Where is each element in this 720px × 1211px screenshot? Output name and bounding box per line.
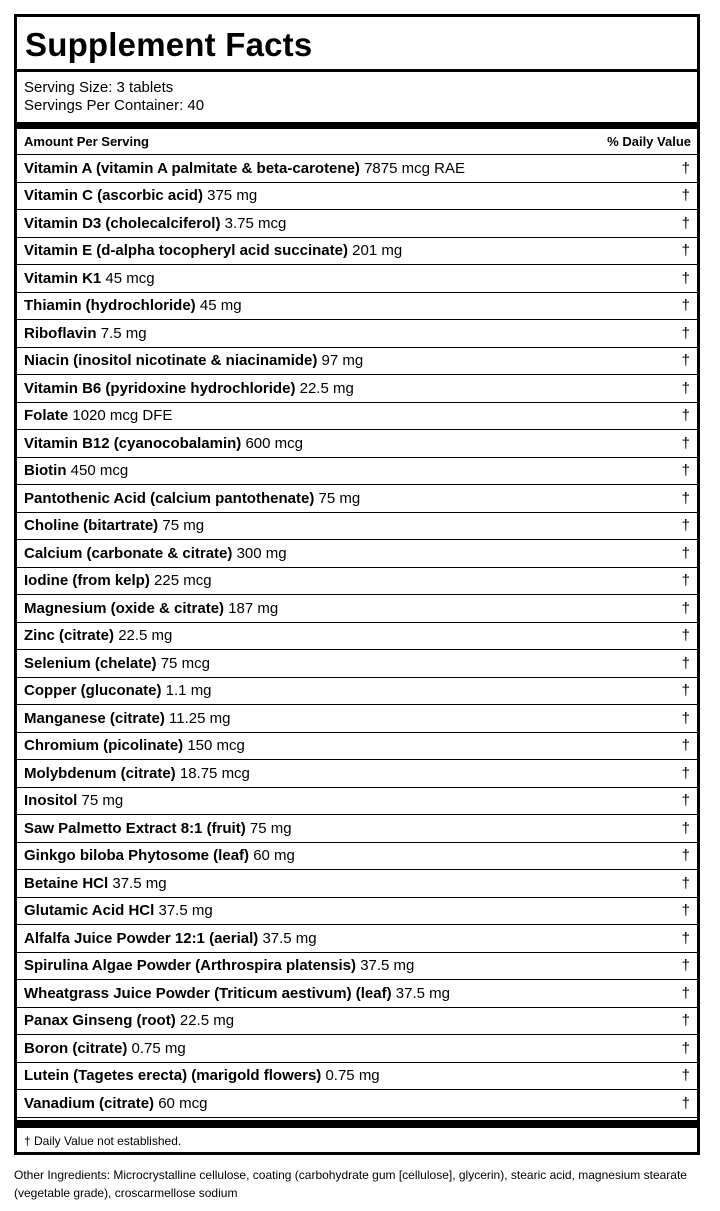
nutrient-name: Vitamin A (vitamin A palmitate & beta-carotene) — [24, 159, 360, 177]
nutrient-name: Pantothenic Acid (calcium pantothenate) — [24, 489, 315, 507]
nutrient-amount: 0.75 mg — [325, 1067, 380, 1085]
nutrient-row — [17, 925, 697, 953]
nutrient-name: Selenium (chelate) — [24, 654, 157, 672]
nutrient-row — [17, 705, 697, 733]
daily-value-dagger: † — [681, 984, 690, 1002]
servings-per-container: Servings Per Container: 40 — [24, 97, 205, 114]
daily-value-dagger: † — [681, 957, 690, 975]
nutrient-name: Vitamin B6 (pyridoxine hydrochloride) — [24, 379, 296, 397]
nutrient-amount: 7.5 mg — [100, 324, 147, 342]
daily-value-header: % Daily Value — [607, 134, 691, 149]
footnote: † Daily Value not established. — [24, 1133, 182, 1148]
nutrient-amount: 450 mcg — [70, 462, 129, 480]
thick-divider-bottom — [17, 1120, 697, 1128]
nutrient-row — [17, 898, 697, 926]
other-ingredients: Other Ingredients: Microcrystalline cellulose, coating (carbohydrate gum [cellulose], glycerin), stearic acid, magnesium stearate (vegetable grade), croscarmellose sodium — [14, 1168, 687, 1200]
daily-value-dagger: † — [681, 682, 690, 700]
daily-value-dagger: † — [681, 764, 690, 782]
nutrient-amount: 75 mcg — [160, 654, 210, 672]
nutrient-entry — [24, 765, 250, 782]
daily-value-dagger: † — [681, 627, 690, 645]
nutrient-name: Biotin — [24, 462, 67, 480]
nutrient-row — [17, 733, 697, 761]
nutrient-row — [17, 870, 697, 898]
nutrient-name: Lutein (Tagetes erecta) (marigold flowers) — [24, 1067, 322, 1085]
nutrient-entry — [24, 902, 213, 919]
daily-value-dagger: † — [681, 902, 690, 920]
nutrient-entry — [24, 160, 465, 177]
nutrient-name: Vitamin B12 (cyanocobalamin) — [24, 434, 242, 452]
nutrient-amount: 22.5 mg — [118, 627, 173, 645]
nutrient-entry — [24, 1040, 186, 1057]
nutrient-entry — [24, 572, 212, 589]
nutrient-amount: 37.5 mg — [112, 874, 167, 892]
nutrient-amount: 22.5 mg — [179, 1012, 235, 1030]
nutrient-entry — [24, 1095, 207, 1112]
nutrient-amount: 75 mg — [81, 792, 124, 810]
nutrient-row — [17, 348, 697, 376]
nutrient-entry — [24, 930, 317, 947]
daily-value-dagger: † — [681, 874, 690, 892]
nutrient-name: Vitamin D3 (cholecalciferol) — [24, 214, 221, 232]
nutrient-name: Choline (bitartrate) — [24, 517, 159, 535]
nutrient-entry — [24, 435, 303, 452]
nutrient-name: Vanadium (citrate) — [24, 1094, 155, 1112]
nutrient-row — [17, 458, 697, 486]
nutrient-name: Spirulina Algae Powder (Arthrospira platensis) — [24, 957, 357, 975]
nutrient-row — [17, 430, 697, 458]
nutrient-entry — [24, 352, 363, 369]
nutrient-amount: 225 mcg — [154, 572, 212, 590]
nutrient-name: Saw Palmetto Extract 8:1 (fruit) — [24, 819, 246, 837]
nutrient-entry — [24, 600, 278, 617]
nutrient-row — [17, 1008, 697, 1036]
nutrient-entry — [24, 1067, 380, 1084]
nutrient-entry — [24, 820, 292, 837]
nutrient-amount: 150 mcg — [187, 737, 245, 755]
nutrient-entry — [24, 517, 204, 534]
nutrient-amount: 0.75 mg — [131, 1039, 186, 1057]
nutrient-name: Wheatgrass Juice Powder (Triticum aestivum) (leaf) — [24, 984, 392, 1002]
daily-value-dagger: † — [681, 709, 690, 727]
nutrient-entry — [24, 325, 147, 342]
nutrient-amount: 60 mg — [253, 847, 295, 865]
nutrient-amount: 201 mg — [352, 242, 403, 260]
nutrient-row — [17, 238, 697, 266]
thick-divider — [17, 122, 697, 129]
daily-value-dagger: † — [681, 654, 690, 672]
nutrient-entry — [24, 545, 287, 562]
nutrient-amount: 375 mg — [207, 187, 258, 205]
nutrient-entry — [24, 875, 167, 892]
nutrient-name: Manganese (citrate) — [24, 709, 165, 727]
nutrient-entry — [24, 242, 402, 259]
nutrient-row — [17, 595, 697, 623]
nutrient-amount: 37.5 mg — [360, 957, 415, 975]
nutrient-amount: 37.5 mg — [262, 929, 317, 947]
nutrient-row — [17, 953, 697, 981]
nutrient-entry — [24, 187, 257, 204]
nutrient-row — [17, 293, 697, 321]
daily-value-dagger: † — [681, 1039, 690, 1057]
daily-value-dagger: † — [681, 159, 690, 177]
nutrient-amount: 60 mcg — [158, 1094, 208, 1112]
column-header — [17, 129, 697, 155]
nutrient-name: Vitamin K1 — [24, 269, 102, 287]
daily-value-dagger: † — [681, 214, 690, 232]
nutrient-entry — [24, 957, 414, 974]
daily-value-dagger: † — [681, 242, 690, 260]
nutrient-entry — [24, 985, 450, 1002]
nutrient-name: Panax Ginseng (root) — [24, 1012, 176, 1030]
nutrient-amount: 3.75 mcg — [224, 214, 287, 232]
daily-value-dagger: † — [681, 517, 690, 535]
nutrient-amount: 45 mcg — [105, 269, 155, 287]
nutrient-name: Molybdenum (citrate) — [24, 764, 176, 782]
nutrient-rows — [17, 155, 697, 1118]
nutrient-row — [17, 760, 697, 788]
nutrient-name: Thiamin (hydrochloride) — [24, 297, 196, 315]
panel-title: Supplement Facts — [17, 17, 697, 72]
nutrient-row — [17, 980, 697, 1008]
daily-value-dagger: † — [681, 187, 690, 205]
nutrient-name: Magnesium (oxide & citrate) — [24, 599, 225, 617]
nutrient-name: Folate — [24, 407, 69, 425]
nutrient-row — [17, 568, 697, 596]
nutrient-row — [17, 623, 697, 651]
nutrient-amount: 45 mg — [199, 297, 242, 315]
supplement-facts-panel — [14, 14, 700, 1155]
daily-value-dagger: † — [681, 462, 690, 480]
nutrient-row — [17, 403, 697, 431]
nutrient-entry — [24, 847, 295, 864]
nutrient-amount: 300 mg — [236, 544, 287, 562]
daily-value-dagger: † — [681, 819, 690, 837]
nutrient-entry — [24, 1012, 234, 1029]
daily-value-dagger: † — [681, 544, 690, 562]
nutrient-name: Iodine (from kelp) — [24, 572, 150, 590]
nutrient-amount: 600 mcg — [245, 434, 304, 452]
nutrient-name: Copper (gluconate) — [24, 682, 162, 700]
nutrient-entry — [24, 270, 155, 287]
nutrient-entry — [24, 682, 212, 699]
nutrient-amount: 11.25 mg — [169, 709, 231, 727]
nutrient-entry — [24, 490, 360, 507]
nutrient-entry — [24, 407, 172, 424]
nutrient-entry — [24, 627, 172, 644]
daily-value-dagger: † — [681, 352, 690, 370]
nutrient-name: Alfalfa Juice Powder 12:1 (aerial) — [24, 929, 259, 947]
nutrient-entry — [24, 215, 286, 232]
nutrient-name: Vitamin E (d-alpha tocopheryl acid succinate) — [24, 242, 348, 260]
nutrient-entry — [24, 792, 123, 809]
nutrient-amount: 75 mg — [318, 489, 361, 507]
nutrient-amount: 1020 mcg DFE — [72, 407, 173, 425]
nutrient-row — [17, 1063, 697, 1091]
nutrient-name: Ginkgo biloba Phytosome (leaf) — [24, 847, 250, 865]
nutrient-name: Chromium (picolinate) — [24, 737, 184, 755]
daily-value-dagger: † — [681, 792, 690, 810]
nutrient-amount: 7875 mcg RAE — [364, 159, 465, 177]
daily-value-dagger: † — [681, 929, 690, 947]
nutrient-row — [17, 210, 697, 238]
nutrient-entry — [24, 462, 128, 479]
daily-value-dagger: † — [681, 269, 690, 287]
nutrient-row — [17, 320, 697, 348]
nutrient-name: Betaine HCl — [24, 874, 109, 892]
nutrient-amount: 187 mg — [228, 599, 279, 617]
nutrient-amount: 18.75 mcg — [179, 764, 250, 782]
daily-value-dagger: † — [681, 1094, 690, 1112]
nutrient-name: Niacin (inositol nicotinate & niacinamide) — [24, 352, 318, 370]
nutrient-row — [17, 788, 697, 816]
nutrient-row — [17, 843, 697, 871]
nutrient-name: Zinc (citrate) — [24, 627, 115, 645]
nutrient-row — [17, 650, 697, 678]
nutrient-row — [17, 1035, 697, 1063]
nutrient-amount: 22.5 mg — [299, 379, 354, 397]
daily-value-dagger: † — [681, 737, 690, 755]
daily-value-dagger: † — [681, 1012, 690, 1030]
daily-value-dagger: † — [681, 407, 690, 425]
serving-info — [17, 72, 697, 122]
serving-size: Serving Size: 3 tablets — [24, 79, 174, 96]
daily-value-dagger: † — [681, 379, 690, 397]
nutrient-amount: 75 mg — [249, 819, 292, 837]
nutrient-entry — [24, 737, 245, 754]
nutrient-amount: 1.1 mg — [165, 682, 212, 700]
nutrient-amount: 37.5 mg — [158, 902, 213, 920]
daily-value-dagger: † — [681, 599, 690, 617]
nutrient-row — [17, 155, 697, 183]
nutrient-row — [17, 513, 697, 541]
nutrient-amount: 37.5 mg — [395, 984, 450, 1002]
nutrient-name: Glutamic Acid HCl — [24, 902, 155, 920]
nutrient-entry — [24, 297, 242, 314]
nutrient-row — [17, 678, 697, 706]
nutrient-row — [17, 1090, 697, 1118]
nutrient-name: Vitamin C (ascorbic acid) — [24, 187, 203, 205]
nutrient-entry — [24, 710, 230, 727]
nutrient-name: Inositol — [24, 792, 78, 810]
daily-value-dagger: † — [681, 1067, 690, 1085]
nutrient-row — [17, 540, 697, 568]
nutrient-row — [17, 375, 697, 403]
nutrient-name: Calcium (carbonate & citrate) — [24, 544, 233, 562]
nutrient-row — [17, 265, 697, 293]
nutrient-row — [17, 485, 697, 513]
nutrient-amount: 75 mg — [162, 517, 205, 535]
daily-value-dagger: † — [681, 572, 690, 590]
daily-value-dagger: † — [681, 489, 690, 507]
daily-value-dagger: † — [681, 847, 690, 865]
daily-value-dagger: † — [681, 297, 690, 315]
nutrient-entry — [24, 380, 354, 397]
nutrient-row — [17, 815, 697, 843]
nutrient-entry — [24, 655, 210, 672]
daily-value-dagger: † — [681, 434, 690, 452]
nutrient-name: Riboflavin — [24, 324, 97, 342]
amount-per-serving-header: Amount Per Serving — [24, 134, 149, 149]
nutrient-amount: 97 mg — [321, 352, 364, 370]
nutrient-name: Boron (citrate) — [24, 1039, 128, 1057]
daily-value-dagger: † — [681, 324, 690, 342]
nutrient-row — [17, 183, 697, 211]
